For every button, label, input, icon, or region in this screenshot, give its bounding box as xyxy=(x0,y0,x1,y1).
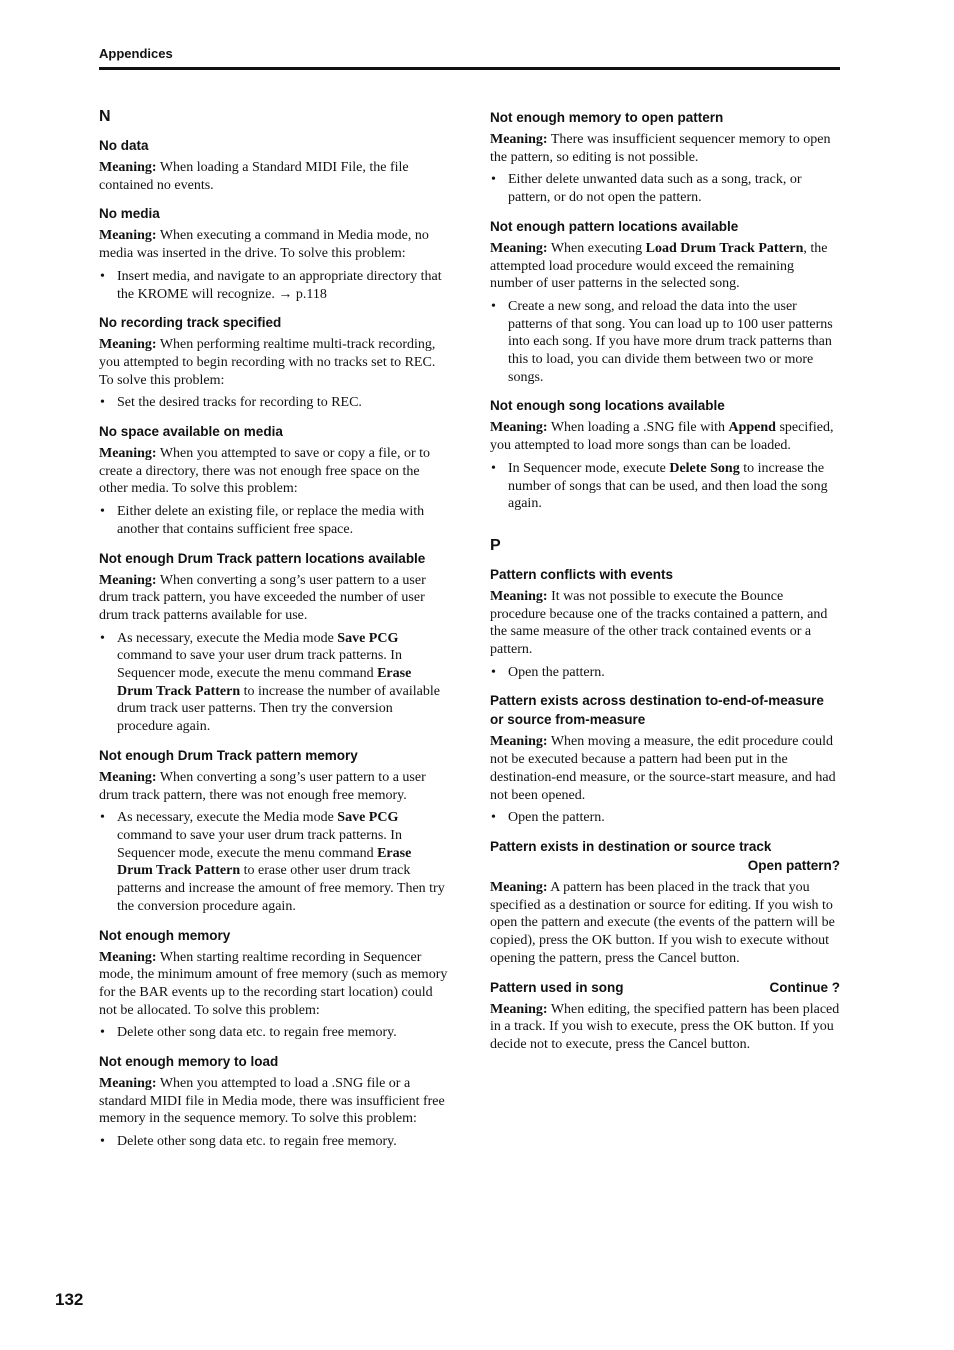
entry-meaning: Meaning: When you attempted to load a .SNG file or a standard MIDI file in Media mode, there was insufficient free memory in the sequence memory. To solve this problem: xyxy=(99,1076,445,1127)
entry-meaning: Meaning: When converting a song’s user pattern to a user drum track pattern, there was not enough free memory. xyxy=(99,769,426,803)
entry-title: Not enough Drum Track pattern locations available xyxy=(99,550,426,566)
entry-pattern-exists-across xyxy=(490,691,840,827)
entry-meaning: Meaning: When loading a Standard MIDI File, the file contained no events. xyxy=(99,160,409,193)
entry-title: No space available on media xyxy=(99,424,283,440)
running-header: Appendices xyxy=(99,46,173,61)
entry-title: Not enough memory to load xyxy=(99,1054,279,1070)
entry-memory-open-pattern xyxy=(490,108,840,207)
entry-meaning: Meaning: When loading a .SNG file with Append specified, you attempted to load more songs than can be loaded. xyxy=(490,420,834,454)
entry-title: Not enough memory xyxy=(99,927,231,943)
bullet-item: • In Sequencer mode, execute Delete Song to increase the number of songs that can be used, and then load the song again. xyxy=(490,460,840,513)
entry-title: Not enough Drum Track pattern memory xyxy=(99,747,358,763)
entry-pattern-conflicts xyxy=(490,565,840,682)
bullet-item: • Delete other song data etc. to regain free memory. xyxy=(99,1133,449,1151)
section-letter-p: P xyxy=(490,536,501,554)
bullet-item: • Delete other song data etc. to regain free memory. xyxy=(99,1024,449,1042)
entry-memory-to-load xyxy=(99,1052,449,1151)
entry-pattern-exists-destination xyxy=(490,837,840,968)
entry-meaning: Meaning: When performing realtime multi-track recording, you attempted to begin recording with no tracks set to REC. To solve this problem: xyxy=(99,337,436,388)
entry-title: Not enough pattern locations available xyxy=(490,218,739,234)
entry-prompt: Open pattern? xyxy=(747,857,840,873)
entry-title: Pattern used in song Continue ? xyxy=(490,979,840,995)
entry-title: Pattern conflicts with events xyxy=(490,566,674,582)
entry-meaning: Meaning: A pattern has been placed in the track that you specified as a destination or source for editing. If you wish to open the pattern and execute (the events of the pattern will be copied), press the OK button. If you wish to execute without opening the pattern, press the Cancel button. xyxy=(490,879,835,966)
entry-title: Pattern exists across destination to-end-of-measure or source from-measure xyxy=(490,693,824,728)
entry-title: No recording track specified xyxy=(99,315,282,331)
entry-not-enough-memory xyxy=(99,926,449,1043)
entry-title: No data xyxy=(99,138,149,153)
entry-meaning: Meaning: When executing a command in Media mode, no media was inserted in the drive. To solve this problem: xyxy=(99,228,429,262)
entry-no-media xyxy=(99,204,449,303)
entry-no-space xyxy=(99,422,449,539)
entry-meaning: Meaning: When starting realtime recording in Sequencer mode, the minimum amount of free memory (such as memory for the BAR events up to the recording start location) could not be allocated. To solve this problem: xyxy=(99,949,448,1018)
entry-pattern-locations xyxy=(490,217,840,387)
bullet-item: • Either delete an existing file, or replace the media with another that contains sufficient free space. xyxy=(99,503,449,538)
entry-title: No media xyxy=(99,206,160,222)
entry-no-data xyxy=(99,136,449,194)
entry-pattern-used-in-song xyxy=(490,978,840,1054)
bullet-item: • Set the desired tracks for recording to REC. xyxy=(99,394,449,412)
entry-song-locations xyxy=(490,396,840,513)
entry-title: Not enough song locations available xyxy=(490,398,725,414)
entry-drum-pattern-locations xyxy=(99,549,449,736)
entry-no-recording-track xyxy=(99,313,449,412)
entry-meaning: Meaning: When you attempted to save or copy a file, or to create a directory, there was not enough free space on the other media. To solve this problem: xyxy=(99,446,431,497)
entry-meaning: Meaning: When moving a measure, the edit procedure could not be executed because a pattern had been put in the destination-end measure, or the source-start measure, and had not been opened. xyxy=(490,734,836,803)
entry-prompt: Continue ? xyxy=(769,979,840,995)
entry-title: Not enough memory to open pattern xyxy=(490,110,724,125)
right-column xyxy=(490,108,840,1064)
entry-meaning: Meaning: There was insufficient sequencer memory to open the pattern, so editing is not possible. xyxy=(490,132,831,165)
left-column xyxy=(99,108,449,1161)
bullet-item: • Either delete unwanted data such as a song, track, or pattern, or do not open the pattern. xyxy=(490,171,840,206)
bullet-item: • As necessary, execute the Media mode Save PCG command to save your user drum track patterns. In Sequencer mode, execute the menu command Erase Drum Track Pattern to increase the number of available drum track user patterns. Then try the conversion procedure again. xyxy=(99,630,449,736)
bullet-item: • As necessary, execute the Media mode Save PCG command to save your user drum track patterns. In Sequencer mode, execute the menu command Erase Drum Track Pattern to erase other user drum track patterns and increase the amount of free memory. Then try the conversion procedure again. xyxy=(99,809,449,915)
entry-meaning: Meaning: When executing Load Drum Track Pattern, the attempted load procedure would exceed the remaining number of user patterns in the selected song. xyxy=(490,240,828,292)
bullet-item: • Open the pattern. xyxy=(490,809,840,827)
entry-meaning: Meaning: It was not possible to execute the Bounce procedure because one of the tracks contained a pattern, and the same measure of the other track contained events or a pattern. xyxy=(490,588,828,658)
bullet-item: • Create a new song, and reload the data into the user patterns of that song. You can load up to 100 user patterns into each song. If you have more drum track patterns than this to load, you can divide them between two or more songs. xyxy=(490,298,840,387)
bullet-item: • Insert media, and navigate to an appropriate directory that the KROME will recognize. → p.118 xyxy=(99,268,449,303)
header-rule xyxy=(99,67,840,70)
entry-drum-pattern-memory xyxy=(99,746,449,916)
entry-meaning: Meaning: When converting a song’s user pattern to a user drum track pattern, you have exceeded the number of user drum track patterns available for use. xyxy=(99,572,426,623)
section-letter-n: N xyxy=(99,108,111,125)
bullet-item: • Open the pattern. xyxy=(490,664,840,682)
entry-title: Pattern exists in destination or source track Open pattern? xyxy=(490,838,840,873)
entry-meaning: Meaning: When editing, the specified pattern has been placed in a track. If you wish to execute, press the OK button. If you decide not to execute, press the Cancel button. xyxy=(490,1001,840,1052)
page-number: 132 xyxy=(55,1290,84,1309)
